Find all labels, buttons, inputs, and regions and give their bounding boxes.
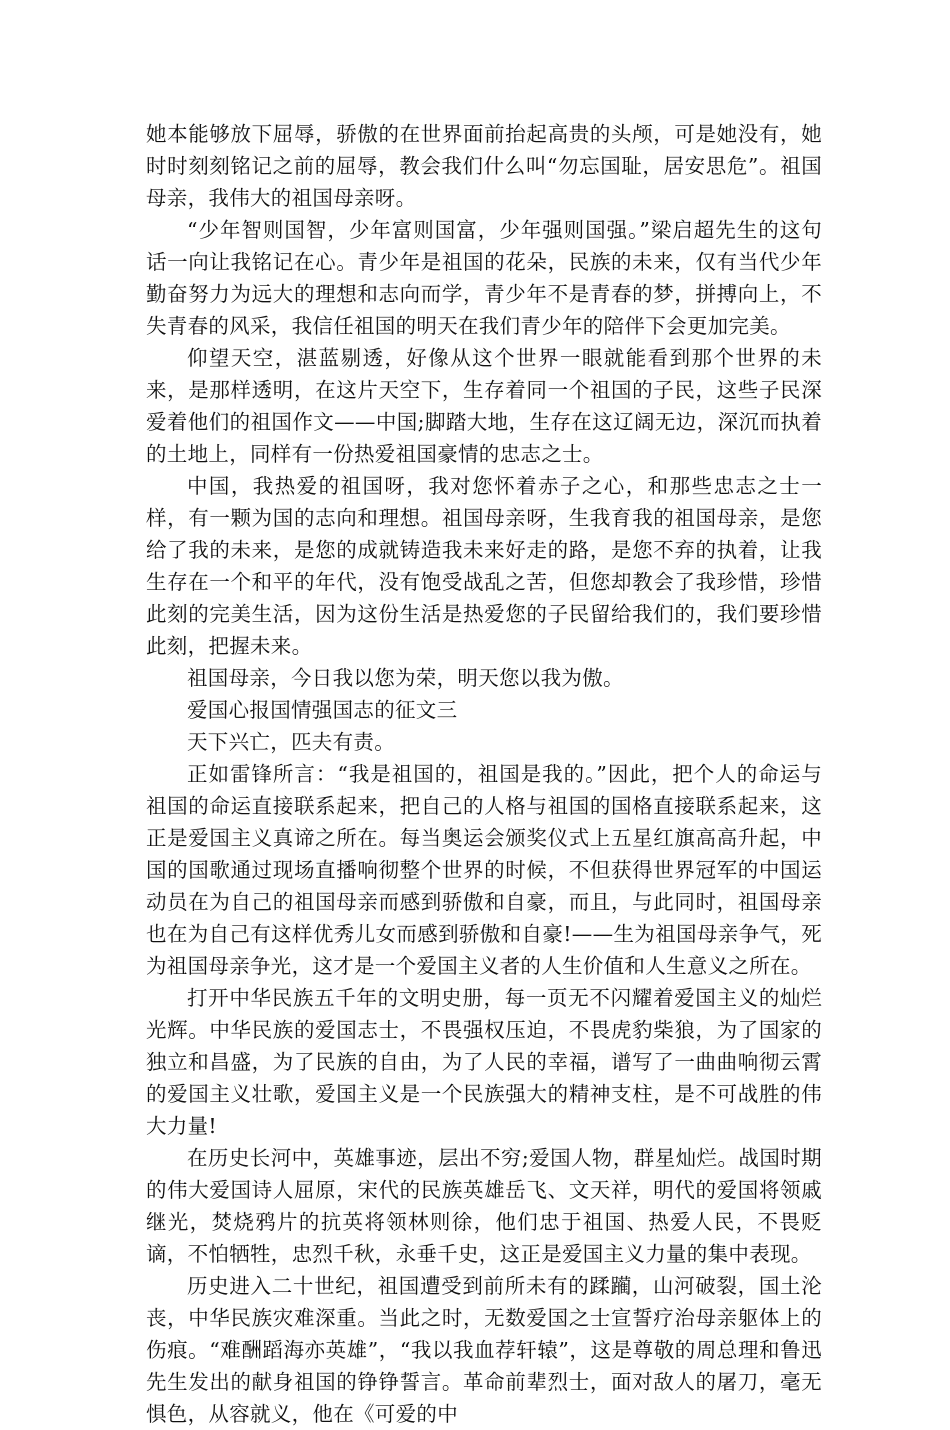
- paragraph-10: 在历史长河中，英雄事迹，层出不穷;爱国人物，群星灿烂。战国时期的伟大爱国诗人屈原，宋代的民族英雄岳飞、文天祥，明代的爱国将领戚继光，焚烧鸦片的抗英将领林则徐，他们忠于祖国、热爱人民，不畏贬谪，不怕牺牲，忠烈千秋，永垂千史，这正是爱国主义力量的集中表现。: [146, 1146, 822, 1266]
- paragraph-4: 中国，我热爱的祖国呀，我对您怀着赤子之心，和那些忠志之士一样，有一颗为国的志向和理想。祖国母亲呀，生我育我的祖国母亲，是您给了我的未来，是您的成就铸造我未来好走的路，是您不弃的执着，让我生存在一个和平的年代，没有饱受战乱之苦，但您却教会了我珍惜，珍惜此刻的完美生活，因为这份生活是热爱您的子民留给我们的，我们要珍惜此刻，把握未来。: [146, 474, 822, 658]
- paragraph-8: 正如雷锋所言：“我是祖国的，祖国是我的。”因此，把个人的命运与祖国的命运直接联系起来，把自己的人格与祖国的国格直接联系起来，这正是爱国主义真谛之所在。每当奥运会颁奖仪式上五星红旗高高升起，中国的国歌通过现场直播响彻整个世界的时候，不但获得世界冠军的中国运动员在为自己的祖国母亲而感到骄傲和自豪，而且，与此同时，祖国母亲也在为自己有这样优秀儿女而感到骄傲和自豪!——生为祖国母亲争气，死为祖国母亲争光，这才是一个爱国主义者的人生价值和人生意义之所在。: [146, 762, 822, 978]
- paragraph-3: 仰望天空，湛蓝剔透，好像从这个世界一眼就能看到那个世界的未来，是那样透明，在这片天空下，生存着同一个祖国的子民，这些子民深爱着他们的祖国作文——中国;脚踏大地，生存在这辽阔无边，深沉而执着的土地上，同样有一份热爱祖国豪情的忠志之士。: [146, 346, 822, 466]
- paragraph-5: 祖国母亲，今日我以您为荣，明天您以我为傲。: [187, 666, 624, 690]
- paragraph-1: 她本能够放下屈辱，骄傲的在世界面前抬起高贵的头颅，可是她没有，她时时刻刻铭记之前的屈辱，教会我们什么叫“勿忘国耻，居安思危”。祖国母亲，我伟大的祖国母亲呀。: [146, 122, 822, 210]
- paragraph-7: 天下兴亡，匹夫有责。: [187, 730, 395, 754]
- paragraph-9: 打开中华民族五千年的文明史册，每一页无不闪耀着爱国主义的灿烂光辉。中华民族的爱国志士，不畏强权压迫，不畏虎豹柴狼，为了国家的独立和昌盛，为了民族的自由，为了人民的幸福，谱写了一曲曲响彻云霄的爱国主义壮歌，爱国主义是一个民族强大的精神支柱，是不可战胜的伟大力量!: [146, 986, 822, 1138]
- document-page: [146, 118, 822, 1430]
- paragraph-2: “少年智则国智，少年富则国富，少年强则国强。”梁启超先生的这句话一向让我铭记在心。青少年是祖国的花朵，民族的未来，仅有当代少年勤奋努力为远大的理想和志向而学，青少年不是青春的梦，拼搏向上，不失青春的风采，我信任祖国的明天在我们青少年的陪伴下会更加完美。: [146, 218, 822, 338]
- paragraph-11: 历史进入二十世纪，祖国遭受到前所未有的蹂躏，山河破裂，国土沦丧，中华民族灾难深重。当此之时，无数爱国之士宣誓疗治母亲躯体上的伤痕。“难酬蹈海亦英雄”，“我以我血荐轩辕”，这是尊敬的周总理和鲁迅先生发出的献身祖国的铮铮誓言。革命前辈烈士，面对敌人的屠刀，毫无惧色，从容就义，他在《可爱的中: [146, 1274, 822, 1426]
- section-heading: 爱国心报国情强国志的征文三: [187, 698, 458, 722]
